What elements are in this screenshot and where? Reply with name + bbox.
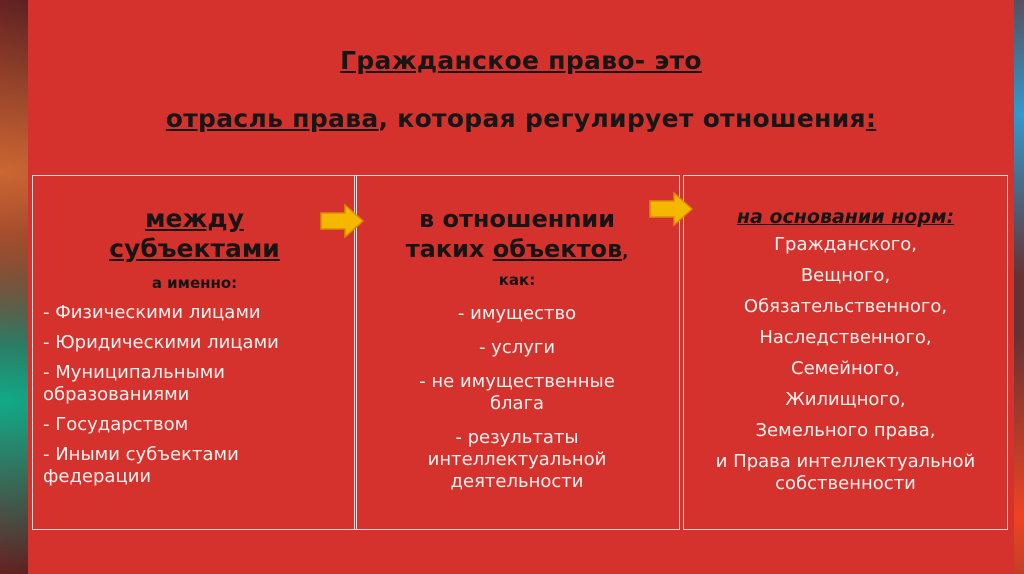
list-item: - Иными субъектами федерации — [43, 444, 239, 487]
list-item: Обязательственного, — [743, 296, 948, 317]
norms-box — [683, 175, 1008, 530]
subjects-heading-line2: субъектами — [109, 234, 280, 263]
list-item: Вещного, — [800, 265, 891, 286]
list-item: - Муниципальными образованиями — [43, 362, 225, 405]
objects-list — [355, 303, 679, 493]
title-underlined-term: отрасль права — [165, 104, 379, 133]
title-colon: : — [865, 104, 877, 133]
list-item: и Права интеллектуальной собственности — [715, 451, 976, 494]
list-item: Земельного права, — [755, 420, 936, 441]
title-line1-text: Гражданское право- это — [340, 46, 702, 75]
objects-heading-line1: в отношенnии — [418, 205, 616, 233]
arrow-right-icon — [648, 191, 694, 227]
title-line2-rest: , которая регулирует отношения — [378, 104, 866, 133]
list-item: Гражданского, — [774, 234, 917, 255]
subjects-list — [33, 302, 356, 488]
slide-title-line1 — [28, 46, 1014, 75]
list-item: - Юридическими лицами — [43, 332, 279, 353]
list-item: - Физическими лицами — [43, 302, 261, 323]
slide-title-line2 — [28, 104, 1014, 133]
norms-heading: на основании норм: — [736, 206, 955, 228]
slide — [28, 0, 1014, 574]
objects-subheading: как: — [498, 271, 536, 289]
list-item: - не имущественные блага — [419, 371, 615, 414]
objects-heading-line2: таких объектов, — [405, 235, 629, 263]
list-item: Жилищного, — [785, 389, 906, 410]
subjects-subheading: а именно: — [151, 274, 238, 292]
list-item: Семейного, — [791, 358, 900, 379]
arrow-right-icon — [319, 203, 365, 239]
objects-heading — [355, 204, 679, 267]
subjects-heading-line1: между — [145, 204, 244, 233]
subjects-heading — [33, 204, 356, 264]
list-item: Наследственного, — [759, 327, 932, 348]
list-item: - результаты интеллектуальной деятельности — [427, 427, 607, 492]
list-item: - услуги — [478, 337, 556, 358]
list-item: - имущество — [457, 303, 577, 324]
list-item: - Государством — [43, 414, 189, 435]
subjects-box — [32, 175, 357, 530]
norms-list — [684, 234, 1007, 495]
objects-box — [354, 175, 680, 530]
